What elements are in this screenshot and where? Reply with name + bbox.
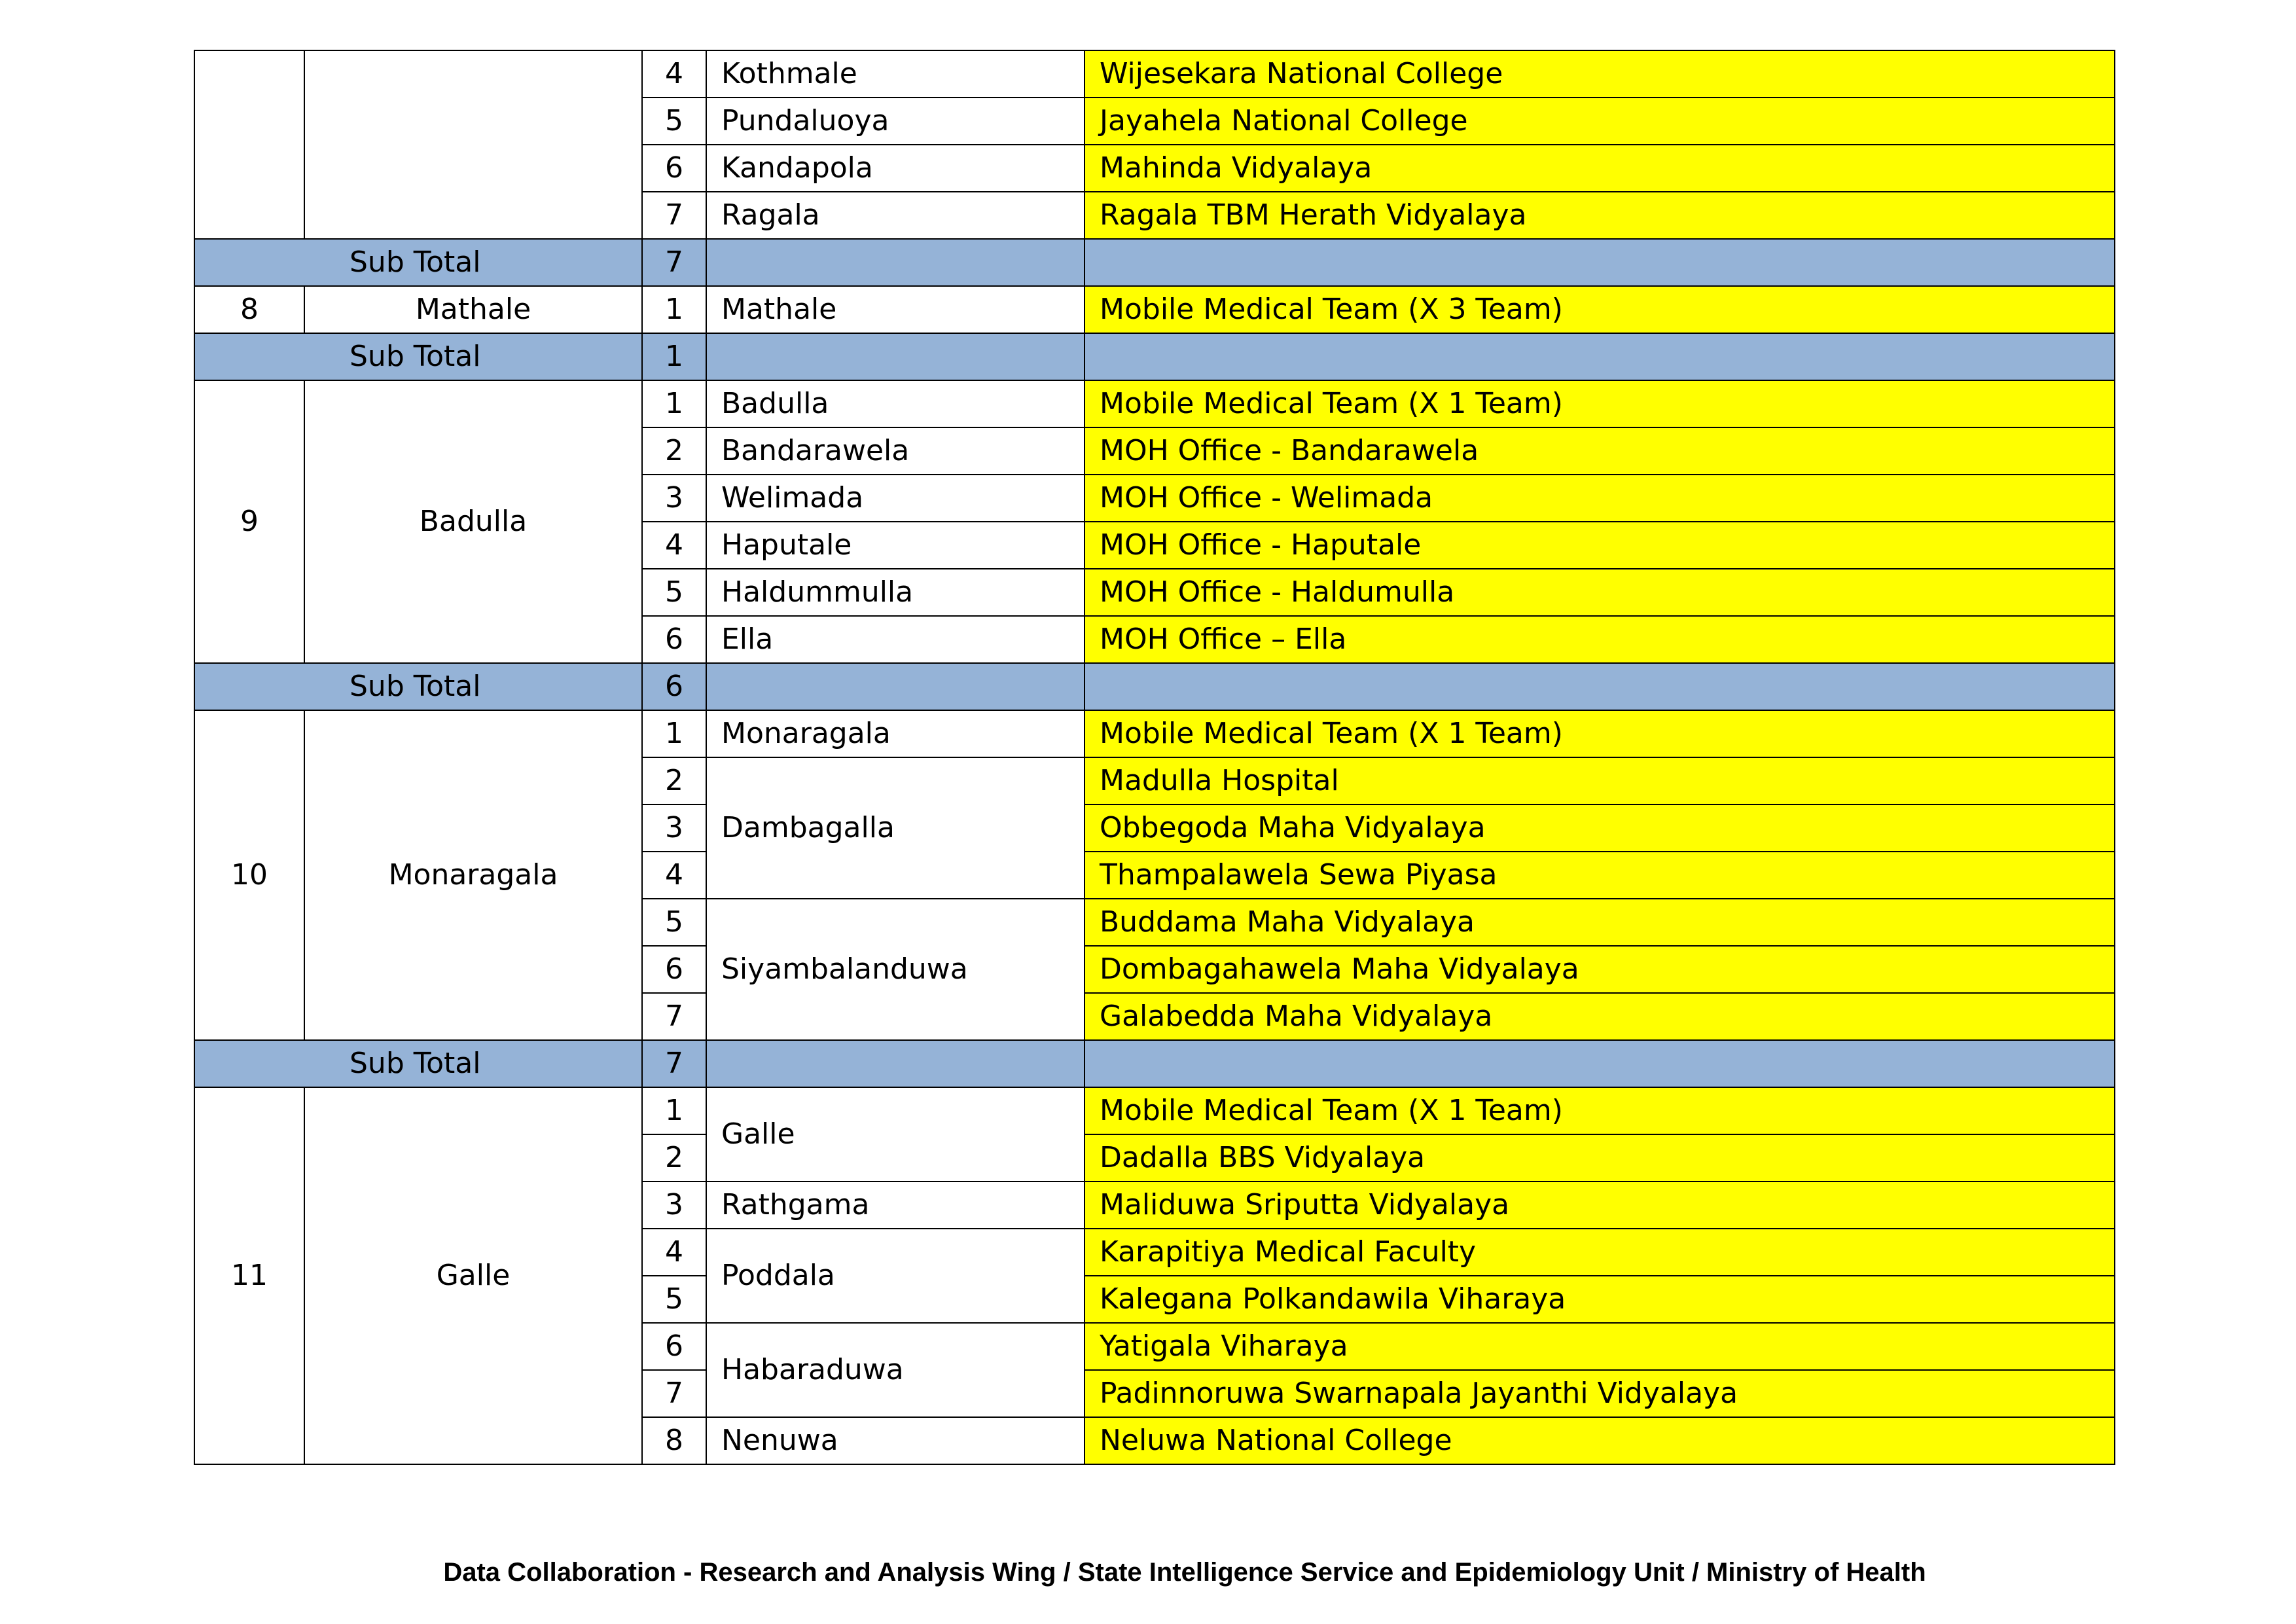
subtotal-empty-cell [1085,1040,2115,1087]
location-name: Padinnoruwa Swarnapala Jayanthi Vidyalaya [1085,1370,2115,1417]
row-index: 4 [642,852,706,899]
row-index: 2 [642,427,706,475]
moh-area: Mathale [706,286,1085,333]
row-index: 6 [642,145,706,192]
district-number: 11 [194,1087,304,1464]
district-name: Badulla [304,380,642,663]
location-name: Wijesekara National College [1085,50,2115,98]
location-name: Thampalawela Sewa Piyasa [1085,852,2115,899]
row-index: 5 [642,98,706,145]
subtotal-empty-cell [1085,239,2115,286]
moh-area: Poddala [706,1229,1085,1323]
row-index: 1 [642,1087,706,1134]
row-index: 1 [642,286,706,333]
subtotal-empty-cell [706,663,1085,710]
subtotal-row [194,239,2115,286]
location-name: Kalegana Polkandawila Viharaya [1085,1276,2115,1323]
district-number: 10 [194,710,304,1040]
moh-area: Nenuwa [706,1417,1085,1464]
location-name: Ragala TBM Herath Vidyalaya [1085,192,2115,239]
subtotal-value: 7 [642,239,706,286]
moh-area: Rathgama [706,1182,1085,1229]
moh-area: Ragala [706,192,1085,239]
row-index: 3 [642,804,706,852]
row-index: 6 [642,616,706,663]
district-number: 8 [194,286,304,333]
subtotal-label: Sub Total [194,1040,642,1087]
row-index: 8 [642,1417,706,1464]
subtotal-empty-cell [1085,663,2115,710]
location-name: MOH Office - Haldumulla [1085,569,2115,616]
moh-area: Haldummulla [706,569,1085,616]
subtotal-label: Sub Total [194,333,642,380]
row-index: 2 [642,757,706,804]
moh-area: Badulla [706,380,1085,427]
location-name: Madulla Hospital [1085,757,2115,804]
location-name: Karapitiya Medical Faculty [1085,1229,2115,1276]
location-name: Galabedda Maha Vidyalaya [1085,993,2115,1040]
row-index: 6 [642,946,706,993]
subtotal-label: Sub Total [194,239,642,286]
location-name: Mahinda Vidyalaya [1085,145,2115,192]
table-row [194,380,2115,427]
moh-area: Ella [706,616,1085,663]
moh-area: Monaragala [706,710,1085,757]
moh-area: Dambagalla [706,757,1085,899]
row-index: 4 [642,1229,706,1276]
row-index: 7 [642,993,706,1040]
row-index: 3 [642,1182,706,1229]
row-index: 4 [642,50,706,98]
moh-area: Pundaluoya [706,98,1085,145]
table-body [194,50,2115,1464]
row-index: 7 [642,192,706,239]
moh-area: Haputale [706,522,1085,569]
subtotal-value: 1 [642,333,706,380]
table-row [194,1087,2115,1134]
moh-area: Welimada [706,475,1085,522]
subtotal-empty-cell [706,239,1085,286]
table-row [194,710,2115,757]
subtotal-value: 6 [642,663,706,710]
row-index: 1 [642,710,706,757]
moh-area: Kandapola [706,145,1085,192]
location-name: Mobile Medical Team (X 1 Team) [1085,380,2115,427]
moh-area: Galle [706,1087,1085,1182]
row-index: 3 [642,475,706,522]
location-name: MOH Office – Ella [1085,616,2115,663]
row-index: 5 [642,569,706,616]
location-name: Jayahela National College [1085,98,2115,145]
district-name: Galle [304,1087,642,1464]
district-number: 9 [194,380,304,663]
table-row [194,50,2115,98]
location-name: MOH Office - Haputale [1085,522,2115,569]
row-index: 2 [642,1134,706,1182]
moh-area: Bandarawela [706,427,1085,475]
location-name: MOH Office - Bandarawela [1085,427,2115,475]
location-name: Maliduwa Sriputta Vidyalaya [1085,1182,2115,1229]
moh-area: Kothmale [706,50,1085,98]
subtotal-row [194,663,2115,710]
table-row [194,286,2115,333]
subtotal-value: 7 [642,1040,706,1087]
district-name: Monaragala [304,710,642,1040]
subtotal-empty-cell [706,333,1085,380]
location-name: Mobile Medical Team (X 1 Team) [1085,710,2115,757]
row-index: 5 [642,899,706,946]
location-name: Yatigala Viharaya [1085,1323,2115,1370]
subtotal-label: Sub Total [194,663,642,710]
row-index: 1 [642,380,706,427]
row-index: 4 [642,522,706,569]
moh-area: Siyambalanduwa [706,899,1085,1040]
location-name: Buddama Maha Vidyalaya [1085,899,2115,946]
location-name: Dadalla BBS Vidyalaya [1085,1134,2115,1182]
distribution-table [194,50,2115,1465]
location-name: Mobile Medical Team (X 1 Team) [1085,1087,2115,1134]
footer-credit: Data Collaboration - Research and Analysis Wing / State Intelligence Service and Epidemiology Unit / Ministry of Health [443,1558,1926,1587]
subtotal-empty-cell [706,1040,1085,1087]
location-name: Dombagahawela Maha Vidyalaya [1085,946,2115,993]
moh-area: Habaraduwa [706,1323,1085,1417]
location-name: Obbegoda Maha Vidyalaya [1085,804,2115,852]
location-name: MOH Office - Welimada [1085,475,2115,522]
row-index: 7 [642,1370,706,1417]
row-index: 6 [642,1323,706,1370]
district-name [304,50,642,239]
district-number [194,50,304,239]
subtotal-row [194,1040,2115,1087]
subtotal-empty-cell [1085,333,2115,380]
location-name: Mobile Medical Team (X 3 Team) [1085,286,2115,333]
row-index: 5 [642,1276,706,1323]
subtotal-row [194,333,2115,380]
district-name: Mathale [304,286,642,333]
location-name: Neluwa National College [1085,1417,2115,1464]
